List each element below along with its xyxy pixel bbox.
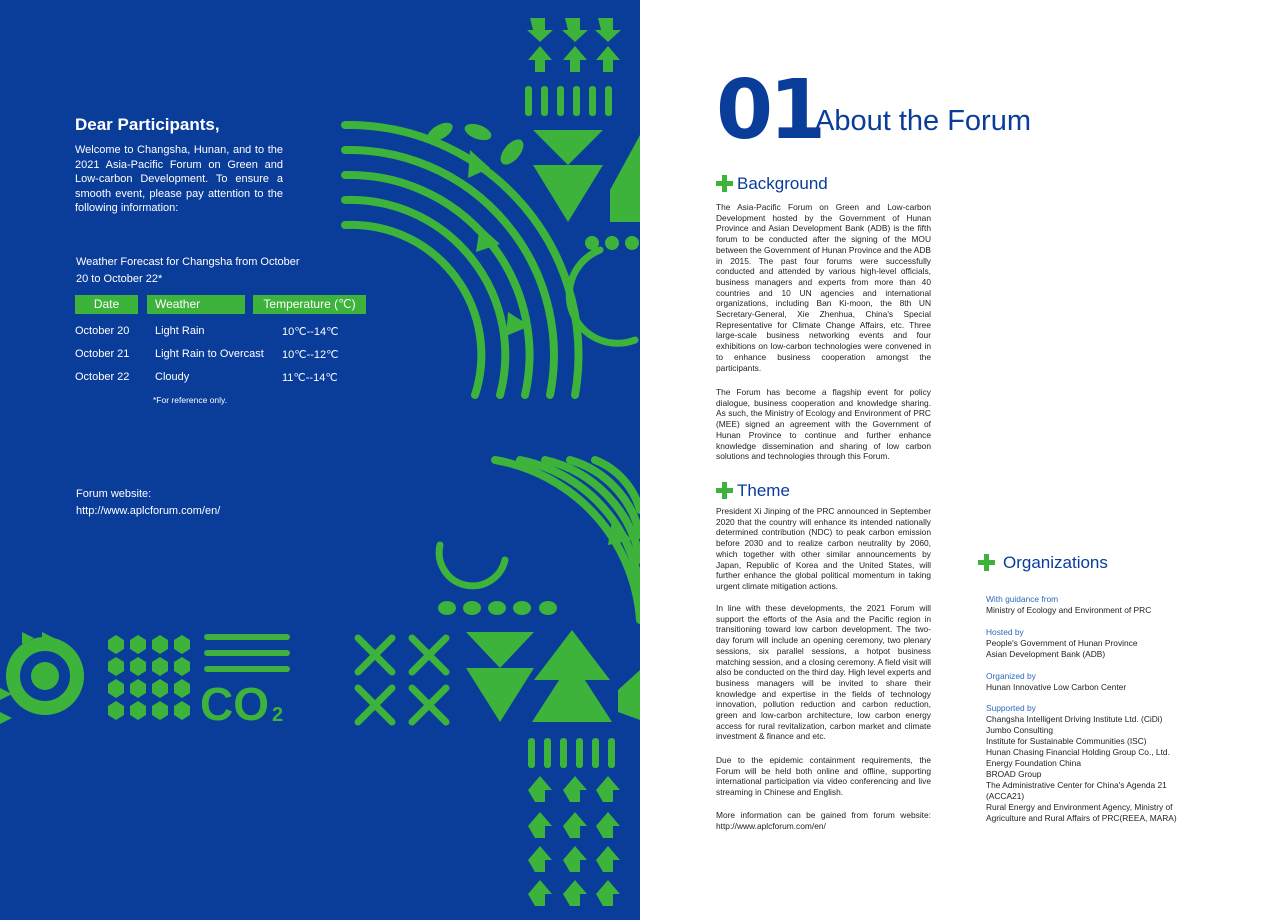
- background-paragraph-2: The Forum has become a flagship event for policy dialogue, business cooperation and knowledge sharing. As such, the Ministry of Ecology and Environment of PRC (MEE) signed an agreement with the Government of Hunan Province to continue and further enhance knowledge dissemination and sharing of low carbon solutions and technologies through this Forum.: [716, 387, 931, 462]
- table-cell-date: October 21: [75, 348, 130, 360]
- supporter-item: Changsha Intelligent Driving Institute Ltd. (CiDi): [986, 714, 1163, 724]
- table-cell-date: October 22: [75, 371, 130, 383]
- plus-arrow-icon: [978, 554, 995, 571]
- hosted-label: Hosted by: [986, 627, 1024, 637]
- theme-heading: Theme: [737, 481, 790, 500]
- welcome-text: Welcome to Changsha, Hunan, and to the 2021 Asia-Pacific Forum on Green and Low-carbon Development. To ensure a smooth event, please pay attention to the following information:: [75, 144, 283, 215]
- theme-paragraph-4: More information can be gained from forum website: http://www.aplcforum.com/en/: [716, 810, 931, 831]
- guidance-value: Ministry of Ecology and Environment of PRC: [986, 605, 1152, 615]
- organized-label: Organized by: [986, 671, 1036, 681]
- right-panel: [640, 0, 1280, 920]
- supporter-item: BROAD Group: [986, 769, 1042, 779]
- organizations-heading: Organizations: [1003, 553, 1108, 572]
- plus-arrow-icon: [716, 175, 733, 192]
- table-cell-weather: Light Rain to Overcast: [155, 348, 264, 360]
- reference-note: *For reference only.: [153, 395, 228, 405]
- table-cell-temperature: 11℃--14℃: [282, 372, 338, 384]
- table-cell-date: October 20: [75, 325, 130, 337]
- website-link[interactable]: http://www.aplcforum.com/en/: [76, 505, 221, 517]
- supporter-item: Energy Foundation China: [986, 758, 1081, 768]
- supporter-item: The Administrative Center for China's Agenda 21 (ACCA21): [986, 780, 1167, 801]
- theme-paragraph-3: Due to the epidemic containment requirements, the Forum will be held both online and offline, supporting international participation via video conferencing and live streaming in Chinese and English.: [716, 755, 931, 798]
- hosted-value: Asian Development Bank (ADB): [986, 649, 1106, 659]
- background-paragraph-1: The Asia-Pacific Forum on Green and Low-carbon Development hosted by the Government of Hunan Province and Asian Development Bank (ADB) is the fifth forum to be conducted after the signing of the MOU between the Government of Hunan Province and the ADB in 2015. The past four forums were successfully conducted and attended by various high-level officials, business managers and experts from more than 40 countries and 10 UN agencies and international organizations, including Ban Ki-moon, the 8th UN Secretary-General, Xie Zhenhua, China's Special Representative for Climate Change Affairs, etc. Three large-scale business networking events and four exhibitions on low-carbon technologies were convened in to enhance business cooperation amongst the participants.: [716, 202, 931, 373]
- plus-arrow-icon: [716, 482, 733, 499]
- supporter-item: Jumbo Consulting: [986, 725, 1054, 735]
- greeting: Dear Participants,: [75, 115, 220, 134]
- organized-value: Hunan Innovative Low Carbon Center: [986, 682, 1127, 692]
- supported-label: Supported by: [986, 703, 1036, 713]
- table-cell-weather: Cloudy: [155, 371, 190, 383]
- theme-paragraph-2: In line with these developments, the 2021 Forum will support the efforts of the Asia and the Pacific region in transitioning toward low carbon development. The two-day forum will include an opening ceremony, two plenary sessions, six parallel sessions, a hotpot business matching session, and a closing ceremony. A field visit will also be conducted on the third day. High level experts and business managers will be invited to share their knowledge and expertise in the fields of technology innovation, pollution reduction and carbon reduction, green and low-carbon architecture, low carbon energy access for rural revitalization, carbon market and climate investment & finance and etc.: [716, 603, 931, 742]
- website-label: Forum website:: [76, 488, 152, 500]
- table-header-weather: Weather: [147, 295, 245, 314]
- hosted-value: People's Government of Hunan Province: [986, 638, 1138, 648]
- co2-subscript: 2: [272, 704, 284, 726]
- forecast-title: Weather Forecast for Changsha from October 20 to October 22*: [76, 256, 300, 285]
- table-header-date: Date: [75, 295, 138, 314]
- guidance-label: With guidance from: [986, 594, 1059, 604]
- table-cell-temperature: 10℃--14℃: [282, 326, 339, 338]
- background-heading: Background: [737, 174, 828, 193]
- page-title: About the Forum: [815, 105, 1031, 137]
- table-cell-temperature: 10℃--12℃: [282, 349, 339, 361]
- theme-paragraph-1: President Xi Jinping of the PRC announced in September 2020 that the country will enhance its intended nationally determined contribution (NDC) to peak carbon emission before 2030 and to realize carbon neutrality by 2060, which together with other similar announcements by Japan, Republic of Korea and the United States, will further enhance the global political momentum in taking urgent climate mitigation actions.: [716, 506, 931, 591]
- table-cell-weather: Light Rain: [155, 325, 205, 337]
- co2-text: CO: [200, 678, 269, 730]
- table-header-temperature: Temperature (℃): [253, 295, 366, 314]
- supporter-item: Hunan Chasing Financial Holding Group Co., Ltd.: [986, 747, 1170, 757]
- supporter-item: Institute for Sustainable Communities (ISC): [986, 736, 1147, 746]
- supporter-item: Rural Energy and Environment Agency, Ministry of Agriculture and Rural Affairs of PRC(REEA, MARA): [986, 802, 1177, 823]
- section-number: 01: [716, 63, 823, 158]
